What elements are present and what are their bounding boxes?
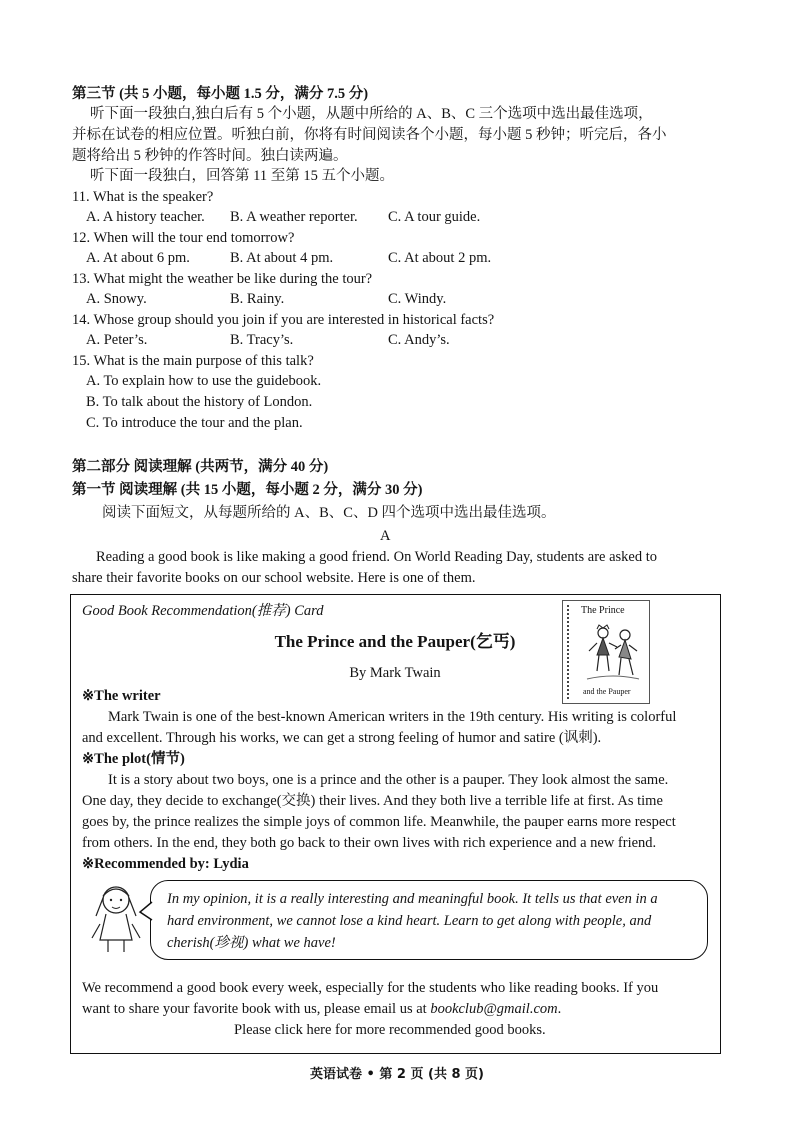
plot-heading: ※The plot(情节) [82,751,185,767]
book-cover-title: The Prince [581,605,625,616]
section3-instruction-line: 题将给出 5 秒钟的作答时间。独白读两遍。 [72,148,348,164]
card-footer-text: We recommend a good book every week, especially for the students who like reading books. If you [82,980,659,996]
option-b: B. At about 4 pm. [230,250,334,266]
intro-line: share their favorite books on our school website. Here is one of them. [72,570,476,586]
card-footer-text [82,999,561,1019]
section3-instruction-line: 听下面一段独白,独白后有 5 个小题，从题中所给的 A、B、C 三个选项中选出最佳选项， [90,106,653,122]
prince-pauper-illustration [583,621,643,687]
part2-heading: 第二部分 阅读理解 (共两节，满分 40 分) [72,459,329,475]
intro-line: Reading a good book is like making a good friend. On World Reading Day, students are asked to [96,549,657,565]
page-footer: 英语试卷 • 第 2 页 (共 8 页) [310,1067,484,1082]
writer-text: Mark Twain is one of the best-known American writers in the 19th century. His writing is colorful [108,709,677,725]
question-stem: 11. What is the speaker? [72,189,214,205]
question-stem: 12. When will the tour end tomorrow? [72,230,295,246]
plot-text: from others. In the end, they both go back to their own lives with rich experience and a new friend. [82,835,657,851]
option-a: A. To explain how to use the guidebook. [86,373,322,389]
footer-email-prefix: want to share your favorite book with us, please email us at [82,1001,431,1017]
section3-instruction-line: 并标在试卷的相应位置。听独白前，你将有时间阅读各个小题，每小题 5 秒钟；听完后，各小 [72,127,667,143]
option-a: A. Snowy. [86,291,147,307]
section3-instruction-line: 听下面一段独白，回答第 11 至第 15 五个小题。 [90,168,394,184]
opinion-text: hard environment, we cannot lose a kind heart. Learn to get along with people, and [167,913,652,929]
option-a: A. A history teacher. [86,209,205,225]
part2-instruction: 阅读下面短文，从每题所给的 A、B、C、D 四个选项中选出最佳选项。 [102,505,556,521]
option-b: B. Tracy’s. [230,332,294,348]
book-cover-image [562,600,650,704]
option-c: C. A tour guide. [388,209,481,225]
opinion-text: In my opinion, it is a really interesting and meaningful book. It tells us that even in a [167,891,658,907]
passage-label: A [380,528,391,544]
question-stem: 13. What might the weather be like during the tour? [72,271,373,287]
option-b: B. To talk about the history of London. [86,394,313,410]
footer-email-suffix: . [557,1001,562,1017]
plot-text: It is a story about two boys, one is a prince and the other is a pauper. They look almost the same. [108,772,669,788]
writer-text: and excellent. Through his works, we can get a strong feeling of humor and satire (讽刺). [82,730,602,746]
part2-subheading: 第一节 阅读理解 (共 15 小题，每小题 2 分，满分 30 分) [72,482,423,498]
option-b: B. Rainy. [230,291,285,307]
more-books-link[interactable]: Please click here for more recommended good books. [234,1022,546,1038]
book-author: By Mark Twain [349,665,441,681]
question-stem: 15. What is the main purpose of this talk? [72,353,314,369]
book-spine [567,605,572,699]
question-stem: 14. Whose group should you join if you are interested in historical facts? [72,312,495,328]
option-b: B. A weather reporter. [230,209,358,225]
recommended-by: ※Recommended by: Lydia [82,856,249,872]
speech-bubble [150,880,708,960]
card-label: Good Book Recommendation(推荐) Card [82,603,324,619]
option-c: C. At about 2 pm. [388,250,492,266]
book-title: The Prince and the Pauper(乞丐) [274,632,516,651]
option-c: C. Windy. [388,291,447,307]
book-cover-subtitle: and the Pauper [583,687,631,696]
girl-illustration [88,880,144,954]
option-c: C. Andy’s. [388,332,450,348]
option-a: A. Peter’s. [86,332,148,348]
plot-text: goes by, the prince realizes the simple joys of common life. Meanwhile, the pauper earns more respect [82,814,676,830]
opinion-text: cherish(珍视) what we have! [167,935,336,951]
writer-heading: ※The writer [82,688,161,704]
option-c: C. To introduce the tour and the plan. [86,415,303,431]
plot-text: One day, they decide to exchange(交换) their lives. And they both live a terrible life at first. As time [82,793,663,809]
option-a: A. At about 6 pm. [86,250,190,266]
email-link[interactable]: bookclub@gmail.com [430,1001,558,1017]
bubble-tail [138,900,154,922]
section3-heading: 第三节 (共 5 小题，每小题 1.5 分，满分 7.5 分) [72,86,369,102]
